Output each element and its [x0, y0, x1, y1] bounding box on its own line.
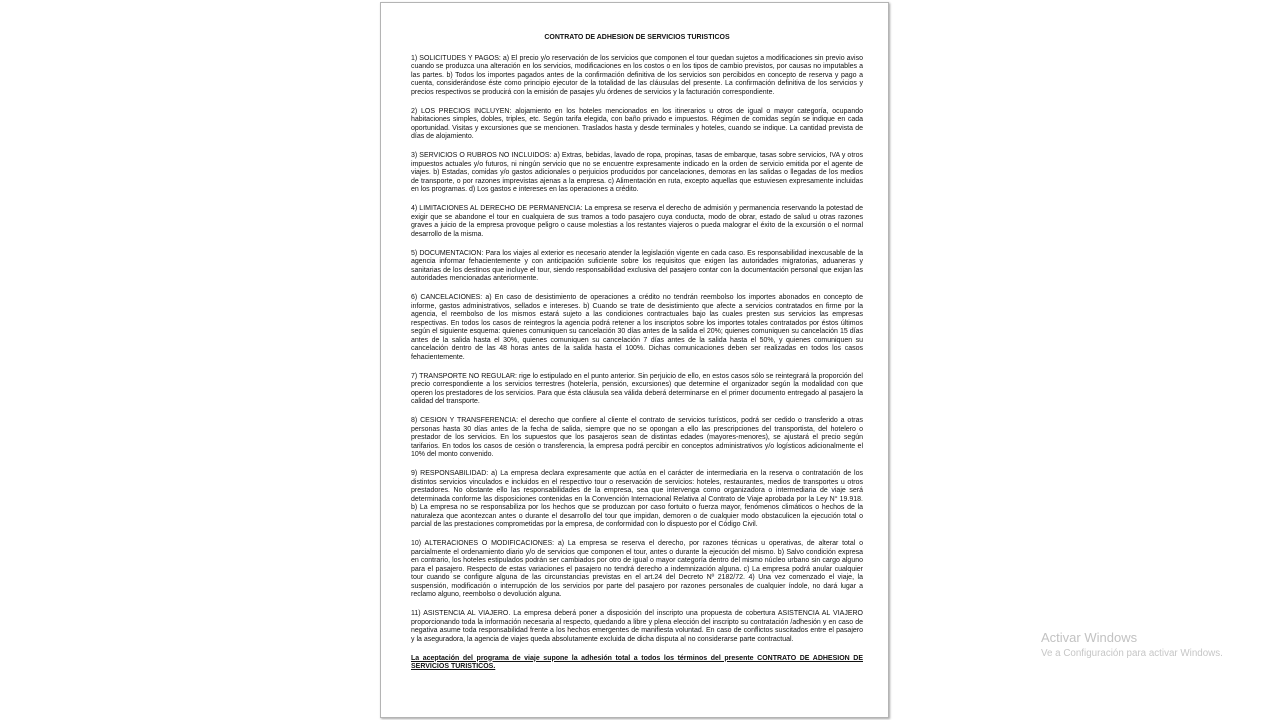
document-title: CONTRATO DE ADHESION DE SERVICIOS TURISTICOS — [544, 34, 730, 41]
clause-limitaciones-permanencia: 4) LIMITACIONES AL DERECHO DE PERMANENCIA: La empresa se reserva el derecho de admisión y permanencia reservando la potestad de exigir que se abandone el tour en cualquiera de sus tramos a todo pasajero cuya conducta, modo de obrar, estado de salud u otras razones graves a juicio de la empresa provoque peligro o cause molestias a los restantes viajeros o pueda malograr el éxito de la excursión o el normal desarrollo de la misma. — [411, 205, 863, 238]
clause-servicios-no-incluidos: 3) SERVICIOS O RUBROS NO INCLUIDOS: a) Extras, bebidas, lavado de ropa, propinas, tasas de embarque, tasas sobre servicios, IVA y otros impuestos actuales y/o futuros, ni ningún servicio que no se encuentre expresamente indicado en la orden de servicio emitida por el agente de viajes. b) Estadas, comidas y/o gastos adicionales o perjuicios producidos por cancelaciones, demoras en las salidas o llegadas de los medios de transporte, o por razones imprevistas ajenas a la empresa. c) Alimentación en ruta, excepto aquellas que estuviesen expresamente incluidas en los programas. d) Los gastos e intereses en las operaciones a crédito. — [411, 152, 863, 193]
document-page — [380, 2, 889, 718]
clause-cancelaciones: 6) CANCELACIONES: a) En caso de desistimiento de operaciones a crédito no tendrán reembolso los importes abonados en concepto de informe, gastos administrativos, sellados e intereses. b) Cuando se trate de desistimiento que afecte a servicios contratados en firme por la agencia, el reembolso de los mismos estará sujeto a las condiciones contractuales bajo las cuales presten sus servicios las empresas respectivas. En todos los casos de reintegros la agencia podrá retener a los inscriptos sobre los importes totales contratados por éstos últimos según el siguiente esquema: quienes comuniquen su cancelación 30 días antes de la salida el 20%; quienes comuniquen su cancelación 15 días antes de la salida hasta el 30%, quienes comuniquen su cancelación 7 días antes de la salida hasta el 50%, y quienes comuniquen su cancelación dentro de las 48 horas antes de la salida hasta el 100%. Dichas comunicaciones deben ser realizadas en todos los casos fehacientemente. — [411, 294, 863, 361]
clause-transporte-no-regular: 7) TRANSPORTE NO REGULAR: rige lo estipulado en el punto anterior. Sin perjuicio de ello, en estos casos sólo se reintegrará la proporción del precio correspondiente a los servicios terrestres (hotelería, pensión, excursiones) que determine el organizador según la modalidad con que operen los prestadores de los servicios. Para que ésta cláusula sea válida deberá determinarse en el primer documento entregado al pasajero la calidad del transporte. — [411, 372, 863, 405]
watermark-title: Activar Windows — [1041, 630, 1138, 645]
acceptance-statement: La aceptación del programa de viaje supone la adhesión total a todos los términos del presente CONTRATO DE ADHESION DE SERVICIOS TURISTICOS. — [411, 654, 863, 670]
clause-alteraciones-o-modificaciones: 10) ALTERACIONES O MODIFICACIONES: a) La empresa se reserva el derecho, por razones técnicas u operativas, de alterar total o parcialmente el ordenamiento diario y/o de servicios que componen el tour, antes o durante la ejecución del mismo. b) Salvo condición expresa en contrario, los hoteles estipulados podrán ser cambiados por otro de igual o mayor categoría dentro del mismo núcleo urbano sin cargo alguno para el pasajero. Respecto de estas variaciones el pasajero no tendrá derecho a indemnización alguna. c) La empresa podrá anular cualquier tour cuando se configure alguna de las circunstancias previstas en el art.24 del Decreto Nº 2182/72. 4) Una vez comenzado el viaje, la suspensión, modificación o interrupción de los servicios por parte del pasajero por razones personales de cualquier índole, no dará lugar a reclamo alguno, reembolso o devolución alguna. — [411, 540, 863, 598]
watermark-subtitle: Ve a Configuración para activar Windows. — [1041, 648, 1223, 659]
clause-solicitudes-y-pagos: 1) SOLICITUDES Y PAGOS: a) El precio y/o reservación de los servicios que componen el tour quedan sujetos a modificaciones sin previo aviso cuando se produzca una alteración en los servicios, modificaciones en los costos o en los tipos de cambio previstos, por causas no imputables a las partes. b) Todos los importes pagados antes de la confirmación definitiva de los servicios son percibidos en concepto de reserva y pago a cuenta, considerándose éste como principio ejecutor de la totalidad de las cláusulas del presente. La confirmación definitiva de los servicios y precios respectivos se producirá con la emisión de pasajes y/u órdenes de servicios y la facturación correspondiente. — [411, 54, 863, 96]
clause-los-precios-incluyen: 2) LOS PRECIOS INCLUYEN: alojamiento en los hoteles mencionados en los itinerarios u otros de igual o mayor categoría, ocupando habitaciones simples, dobles, triples, etc. Según tarifa elegida, con baño privado e impuestos. Régimen de comidas según se indique en cada oportunidad. Visitas y excursiones que se mencionen. Traslados hasta y desde terminales y hoteles, cuando se indique. La cantidad prevista de días de alojamiento. — [411, 107, 863, 140]
clause-asistencia-al-viajero: 11) ASISTENCIA AL VIAJERO. La empresa deberá poner a disposición del inscripto una propuesta de cobertura ASISTENCIA AL VIAJERO proporcionando toda la información necesaria al respecto, quedando a libre y plena elección del inscripto su contratación /adhesión y en caso de negativa asume toda responsabilidad frente a los hechos emergentes de manifiesta voluntad. En caso de conflictos suscitados entre el pasajero y la aseguradora, la agencia de viajes queda absolutamente excluida de dicha disputa al no considerarse parte contractual. — [411, 610, 863, 643]
clause-cesion-y-transferencia: 8) CESION Y TRANSFERENCIA: el derecho que confiere al cliente el contrato de servicios turísticos, podrá ser cedido o transferido a otras personas hasta 30 días antes de la fecha de salida, siempre que no se opongan a ello las prescripciones del transportista, del hotelero o prestador de los servicios. En los supuestos que los pasajeros sean de distintas edades (mayores-menores), se ajustará el precio según tarifarios. En todos los casos de cesión o transferencia, la empresa podrá percibir en conceptos administrativos y/o logísticos adicionalmente el 10% del monto convenido. — [411, 417, 863, 458]
clause-documentacion: 5) DOCUMENTACION: Para los viajes al exterior es necesario atender la legislación vigente en cada caso. Es responsabilidad inexcusable de la agencia informar fehacientemente y con anticipación suficiente sobre los requisitos que exigen las autoridades migratorias, aduaneras y sanitarias de los destinos que incluye el tour, siendo responsabilidad exclusiva del pasajero contar con la documentación personal que exijan las autoridades mencionadas anteriormente. — [411, 249, 863, 282]
clause-responsabilidad: 9) RESPONSABILIDAD: a) La empresa declara expresamente que actúa en el carácter de intermediaria en la reserva o contratación de los distintos servicios vinculados e incluidos en el respectivo tour o reservación de servicios: hoteles, restaurantes, medios de transportes u otros prestadores. No obstante ello las responsabilidades de la empresa, sea que intervenga como organizadora o intermediaria de viaje será determinada conforme las disposiciones contenidas en la Convención Internacional Relativa al Contrato de Viaje aprobada por la Ley N° 19.918. b) La empresa no se responsabiliza por los hechos que se produzcan por caso fortuito o fuerza mayor, fenómenos climáticos o hechos de la naturaleza que acontezcan antes o durante el desarrollo del tour que impidan, demoren o de cualquier modo obstaculicen la ejecución total o parcial de las prestaciones comprometidas por la empresa, de conformidad con lo dispuesto por el Código Civil. — [411, 470, 863, 528]
